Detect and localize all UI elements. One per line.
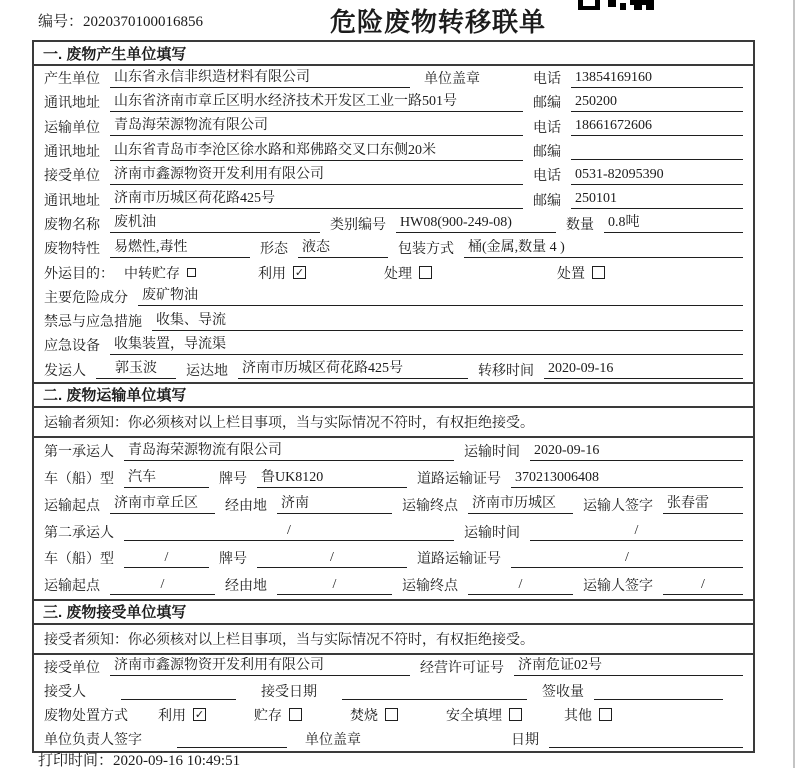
unit-seal-label: 单位盖章 xyxy=(424,72,480,88)
acceptor-field xyxy=(121,682,236,700)
first-road-permit-field: 370213006408 xyxy=(511,469,743,488)
second-via-field: / xyxy=(277,576,392,595)
checkbox-utilize: ✓ xyxy=(294,266,305,280)
row-producer-address xyxy=(34,90,753,114)
checkbox-label: 利用 xyxy=(158,708,186,724)
checkbox-label: 中转贮存 xyxy=(124,266,180,282)
accept-date-label: 接受日期 xyxy=(261,684,317,700)
zip-label: 邮编 xyxy=(533,96,561,112)
checkbox-label: 贮存 xyxy=(254,708,282,724)
producer-label: 产生单位 xyxy=(44,72,100,88)
section-receiver-title: 三. 废物接受单位填写 xyxy=(34,601,753,625)
via-label: 经由地 xyxy=(225,579,267,595)
transporter-notice xyxy=(34,408,753,438)
section-transporter xyxy=(34,382,753,599)
section-producer-title: 一. 废物产生单位填写 xyxy=(34,42,753,66)
document-number xyxy=(38,10,203,31)
row-second-route xyxy=(34,572,753,599)
taboo-measures-label: 禁忌与应急措施 xyxy=(44,315,142,331)
first-origin-field: 济南市章丘区 xyxy=(110,495,215,514)
checkbox-disposal-utilize: ✓ xyxy=(194,708,205,722)
waste-name-field: 废机油 xyxy=(110,214,320,233)
address-label: 通讯地址 xyxy=(44,193,100,209)
second-terminus-field: / xyxy=(468,576,573,595)
second-carrier-label: 第二承运人 xyxy=(44,525,114,541)
qr-code-fragment-icon xyxy=(578,0,654,10)
row-first-vehicle xyxy=(34,465,753,492)
print-time-label: 打印时间： xyxy=(38,753,114,769)
received-amount-field xyxy=(594,682,723,700)
address-label: 通讯地址 xyxy=(44,96,100,112)
row-waste-character xyxy=(34,236,753,260)
purpose-option-transfer-storage xyxy=(124,263,196,283)
first-vehicle-type-field: 汽车 xyxy=(124,469,209,488)
row-transfer-purpose xyxy=(34,260,753,284)
producer-field: 山东省永信非织造材料有限公司 xyxy=(110,69,410,88)
checkbox-label: 安全填埋 xyxy=(446,708,502,724)
transfer-time-field: 2020-09-16 xyxy=(544,360,743,379)
origin-label: 运输起点 xyxy=(44,498,100,514)
disposal-option-storage xyxy=(254,705,302,725)
receiver-label: 接受单位 xyxy=(44,169,100,185)
second-vehicle-type-field: / xyxy=(124,549,209,568)
second-carrier-field: / xyxy=(124,522,454,541)
producer-zip-field: 250200 xyxy=(571,93,743,112)
accepting-unit-field: 济南市鑫源物资开发利用有限公司 xyxy=(110,657,410,676)
print-time xyxy=(38,749,240,770)
transporter-field: 青岛海荣源物流有限公司 xyxy=(110,117,523,136)
address-label: 通讯地址 xyxy=(44,145,100,161)
checkbox-label: 处置 xyxy=(557,266,585,282)
print-time-value: 2020-09-16 10:49:51 xyxy=(113,753,241,769)
row-receiver-address xyxy=(34,187,753,211)
date-label: 日期 xyxy=(511,732,539,748)
accept-date-field xyxy=(342,682,527,700)
scan-page-edge xyxy=(793,0,795,768)
producer-phone-field: 13854169160 xyxy=(571,69,743,88)
disposal-option-other xyxy=(564,705,612,725)
transporter-phone-field: 18661672606 xyxy=(571,117,743,136)
waste-name-label: 废物名称 xyxy=(44,217,100,233)
carrier-signature-label: 运输人签字 xyxy=(583,498,653,514)
row-second-vehicle xyxy=(34,545,753,572)
terminus-label: 运输终点 xyxy=(402,498,458,514)
row-emergency-equipment xyxy=(34,333,753,357)
chief-signature-field xyxy=(177,730,287,748)
page-title: 危险废物转移联单 xyxy=(330,7,547,37)
disposal-option-utilize xyxy=(158,705,206,725)
manifest-table xyxy=(32,40,755,753)
row-chief-signature xyxy=(34,727,753,751)
destination-field: 济南市历城区荷花路425号 xyxy=(238,360,468,379)
document-number-value: 2020370100016856 xyxy=(83,14,204,30)
second-road-permit-field: / xyxy=(511,549,743,568)
acceptor-label: 接受人 xyxy=(44,684,86,700)
purpose-option-treat xyxy=(384,263,432,283)
zip-label: 邮编 xyxy=(533,193,561,209)
first-carrier-signature-field: 张春雷 xyxy=(663,495,743,514)
transfer-time-label: 转移时间 xyxy=(478,363,534,379)
receiver-zip-field: 250101 xyxy=(571,190,743,209)
zip-label: 邮编 xyxy=(533,145,561,161)
first-via-field: 济南 xyxy=(277,495,392,514)
checkbox-treat xyxy=(419,266,432,279)
packing-field: 桶(金属,数量 4 ) xyxy=(464,239,743,258)
checkbox-disposal-incinerate xyxy=(385,708,398,721)
origin-label: 运输起点 xyxy=(44,579,100,595)
checkbox-disposal-landfill xyxy=(509,708,522,721)
category-code-label: 类别编号 xyxy=(330,217,386,233)
row-first-route xyxy=(34,491,753,518)
transport-time-label: 运输时间 xyxy=(464,525,520,541)
second-origin-field: / xyxy=(110,576,215,595)
phone-label: 电话 xyxy=(533,169,561,185)
second-carrier-signature-field: / xyxy=(663,576,743,595)
row-disposal-method xyxy=(34,703,753,727)
row-producer xyxy=(34,66,753,90)
section-receiver xyxy=(34,599,753,751)
first-transport-time-field: 2020-09-16 xyxy=(530,442,743,461)
row-transporter-address xyxy=(34,139,753,163)
category-code-field: HW08(900-249-08) xyxy=(396,214,556,233)
checkbox-disposal-storage xyxy=(289,708,302,721)
date-field xyxy=(549,730,743,748)
disposal-option-landfill xyxy=(446,705,522,725)
taboo-measures-field: 收集、导流 xyxy=(152,312,743,331)
row-accepting-unit xyxy=(34,655,753,679)
disposal-method-label: 废物处置方式 xyxy=(44,708,128,724)
purpose-option-dispose xyxy=(557,263,605,283)
unit-seal-label: 单位盖章 xyxy=(305,732,361,748)
checkbox-dispose xyxy=(592,266,605,279)
waste-character-field: 易燃性,毒性 xyxy=(110,239,250,258)
section-transporter-title: 二. 废物运输单位填写 xyxy=(34,384,753,408)
receiver-address-field: 济南市历城区荷花路425号 xyxy=(110,190,523,209)
row-taboo-measures xyxy=(34,309,753,333)
checkbox-label: 焚烧 xyxy=(350,708,378,724)
emergency-equipment-field: 收集装置，导流渠 xyxy=(110,336,743,355)
checkbox-label: 处理 xyxy=(384,266,412,282)
terminus-label: 运输终点 xyxy=(402,579,458,595)
waste-character-label: 废物特性 xyxy=(44,242,100,258)
receiver-notice xyxy=(34,625,753,655)
first-plate-number-field: 鲁UK8120 xyxy=(257,469,407,488)
form-label: 形态 xyxy=(260,242,288,258)
first-terminus-field: 济南市历城区 xyxy=(468,495,573,514)
transporter-zip-field xyxy=(571,142,743,160)
row-first-carrier xyxy=(34,438,753,465)
quantity-label: 数量 xyxy=(566,217,594,233)
producer-address-field: 山东省济南市章丘区明水经济技术开发区工业一路501号 xyxy=(110,93,523,112)
checkbox-label: 其他 xyxy=(564,708,592,724)
transport-time-label: 运输时间 xyxy=(464,445,520,461)
checkbox-disposal-other xyxy=(599,708,612,721)
consignor-field: 郭玉波 xyxy=(96,360,176,379)
row-acceptor xyxy=(34,679,753,703)
row-receiver xyxy=(34,163,753,187)
row-waste-name xyxy=(34,212,753,236)
packing-label: 包装方式 xyxy=(398,242,454,258)
disposal-option-incinerate xyxy=(350,705,398,725)
transporter-notice-text: 运输者须知：你必须核对以上栏目事项，当与实际情况不符时，有权拒绝接受。 xyxy=(44,415,534,431)
carrier-signature-label: 运输人签字 xyxy=(583,579,653,595)
first-carrier-field: 青岛海荣源物流有限公司 xyxy=(124,442,454,461)
destination-label: 运达地 xyxy=(186,363,228,379)
row-hazard-component xyxy=(34,285,753,309)
checkbox-label: 利用 xyxy=(258,266,286,282)
road-permit-label: 道路运输证号 xyxy=(417,472,501,488)
receiver-notice-text: 接受者须知：你必须核对以上栏目事项，当与实际情况不符时，有权拒绝接受。 xyxy=(44,632,534,648)
row-transporter xyxy=(34,115,753,139)
accepting-unit-label: 接受单位 xyxy=(44,660,100,676)
plate-number-label: 牌号 xyxy=(219,552,247,568)
transporter-label: 运输单位 xyxy=(44,120,100,136)
receiver-field: 济南市鑫源物资开发利用有限公司 xyxy=(110,166,523,185)
vehicle-type-label: 车（船）型 xyxy=(44,552,114,568)
row-consignor xyxy=(34,358,753,382)
plate-number-label: 牌号 xyxy=(219,472,247,488)
license-number-label: 经营许可证号 xyxy=(420,660,504,676)
received-amount-label: 签收量 xyxy=(542,684,584,700)
section-producer xyxy=(34,42,753,382)
license-number-field: 济南危证02号 xyxy=(514,657,743,676)
checkbox-transfer-storage xyxy=(187,268,196,277)
phone-label: 电话 xyxy=(533,72,561,88)
road-permit-label: 道路运输证号 xyxy=(417,552,501,568)
purpose-option-utilize xyxy=(258,263,306,283)
emergency-equipment-label: 应急设备 xyxy=(44,339,100,355)
quantity-field: 0.8吨 xyxy=(604,214,743,233)
via-label: 经由地 xyxy=(225,498,267,514)
transporter-address-field: 山东省青岛市李沧区徐水路和郑佛路交叉口东侧20米 xyxy=(110,142,523,161)
second-transport-time-field: / xyxy=(530,522,743,541)
transfer-purpose-label: 外运目的： xyxy=(44,266,114,282)
form-field: 液态 xyxy=(298,239,388,258)
second-plate-number-field: / xyxy=(257,549,407,568)
first-carrier-label: 第一承运人 xyxy=(44,445,114,461)
phone-label: 电话 xyxy=(533,120,561,136)
chief-signature-label: 单位负责人签字 xyxy=(44,732,142,748)
document-number-label: 编号： xyxy=(38,14,84,30)
row-second-carrier xyxy=(34,518,753,545)
hazard-component-label: 主要危险成分 xyxy=(44,290,128,306)
receiver-phone-field: 0531-82095390 xyxy=(571,166,743,185)
hazard-component-field: 废矿物油 xyxy=(138,287,743,306)
consignor-label: 发运人 xyxy=(44,363,86,379)
vehicle-type-label: 车（船）型 xyxy=(44,472,114,488)
